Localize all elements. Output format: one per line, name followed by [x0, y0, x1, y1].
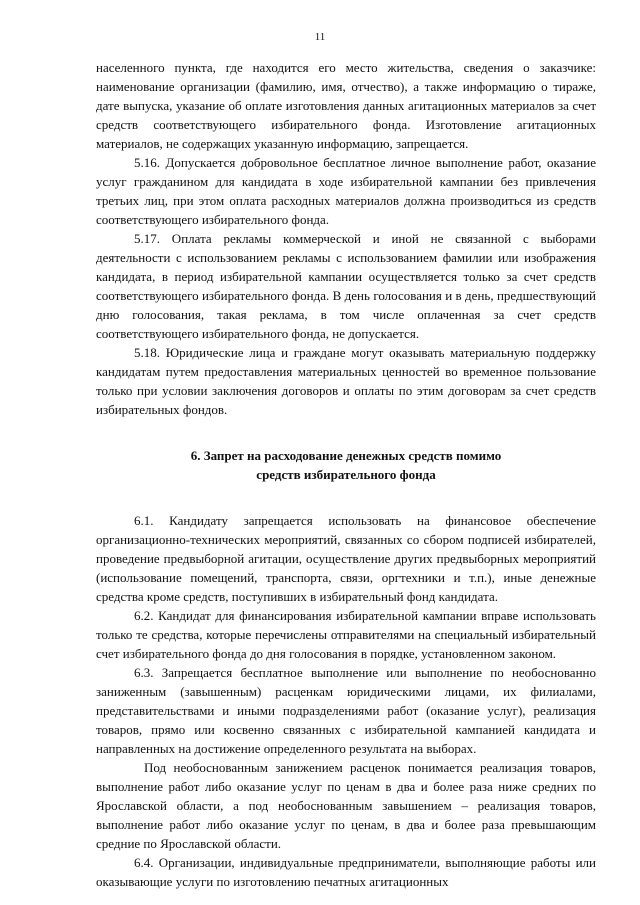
- paragraph-6-4: 6.4. Организации, индивидуальные предприниматели, выполняющие работы или оказывающие услуги по изготовлению печатных агитационных: [96, 855, 596, 889]
- paragraph-6-3: 6.3. Запрещается бесплатное выполнение или выполнение по необоснованно заниженным (завышенным) расценкам юридическими лицами, их филиалами, представительствами и иными подразделениями работ (оказание услуг), реализация товаров, прямо или косвенно связанных с избирательной кампанией кандидата и направленных на достижение определенного результата на выборах.: [96, 665, 596, 756]
- section-6-heading: [96, 446, 596, 484]
- section-6-heading-line-1: 6. Запрет на расходование денежных средств помимо: [190, 448, 502, 463]
- paragraph-6-2: 6.2. Кандидат для финансирования избирательной кампании вправе использовать только те средства, которые перечислены отправителями на специальный избирательный счет избирательного фонда до дня голосования в порядке, установленном законом.: [96, 608, 596, 661]
- paragraph-6-3-note: Под необоснованным занижением расценок понимается реализация товаров, выполнение работ либо оказание услуг по ценам в два и более раза ниже средних по Ярославской области, а под необоснованным завышением – реализация товаров, выполнение работ либо оказание услуг по ценам, в два и более раза превышающим средние по Ярославской области.: [96, 760, 596, 851]
- page-number: 11: [314, 31, 326, 43]
- page-body: [96, 58, 596, 891]
- section-6-heading-line-2: средств избирательного фонда: [256, 467, 436, 482]
- paragraph-continuation: населенного пункта, где находится его место жительства, сведения о заказчике: наименование организации (фамилию, имя, отчество), а также информацию о тираже, дате выпуска, указание об оплате изготовления данных агитационных материалов за счет средств соответствующего избирательного фонда. Изготовление агитационных материалов, не содержащих указанную информацию, запрещается.: [96, 60, 596, 151]
- paragraph-5-18: 5.18. Юридические лица и граждане могут оказывать материальную поддержку кандидатам путем предоставления материальных ценностей во временное пользование только при условии заключения договоров и оплаты по этим договорам за счет средств избирательных фондов.: [96, 345, 596, 417]
- paragraph-5-16: 5.16. Допускается добровольное бесплатное личное выполнение работ, оказание услуг гражданином для кандидата в ходе избирательной кампании без привлечения третьих лиц, при этом оплата расходных материалов должна производиться из средств соответствующего избирательного фонда.: [96, 155, 596, 227]
- paragraph-6-1: 6.1. Кандидату запрещается использовать на финансовое обеспечение организационно-технических мероприятий, связанных со сбором подписей избирателей, проведение предвыборной агитации, осуществление других предвыборных мероприятий (использование помещений, транспорта, связи, оргтехники и т.п.), иные денежные средства кроме средств, поступивших в избирательный фонд кандидата.: [96, 513, 596, 604]
- paragraph-5-17: 5.17. Оплата рекламы коммерческой и иной не связанной с выборами деятельности с использованием рекламы с использованием фамилии или изображения кандидата, в период избирательной кампании осуществляется только за счет средств соответствующего избирательного фонда. В день голосования и в день, предшествующий дню голосования, такая реклама, в том числе оплаченная за счет средств соответствующего избирательного фонда, не допускается.: [96, 231, 596, 341]
